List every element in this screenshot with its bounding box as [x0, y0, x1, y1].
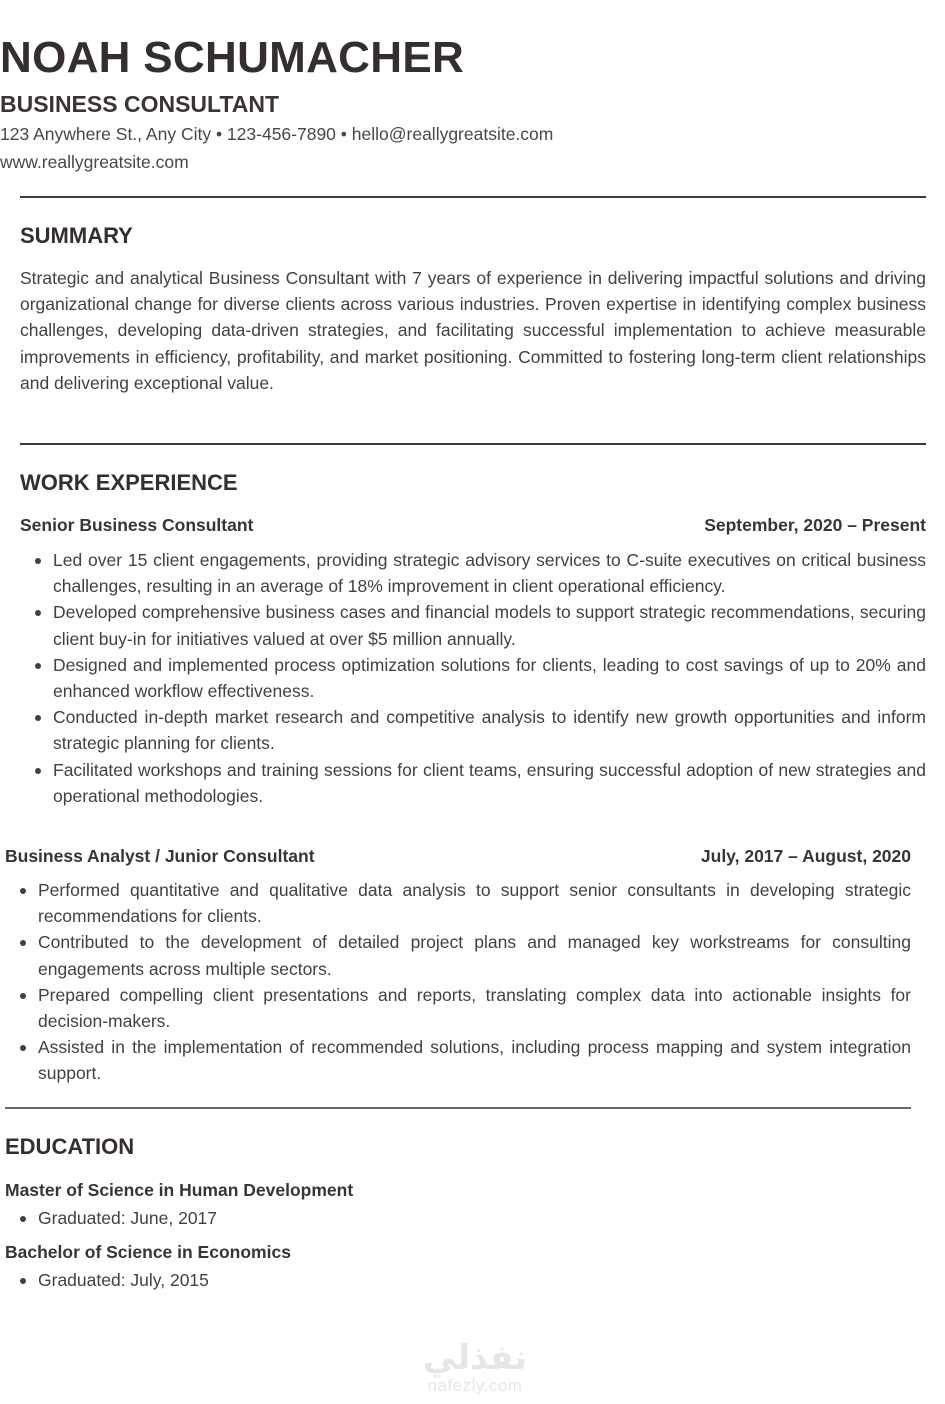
divider-experience: [5, 1107, 911, 1109]
job-bullets: [5, 877, 911, 1087]
list-item: Graduated: June, 2017: [5, 1205, 605, 1231]
job-header: [5, 844, 911, 868]
bullet-icon: [20, 888, 26, 894]
summary-heading: SUMMARY: [20, 223, 133, 248]
bullet-icon: [20, 940, 26, 946]
education-heading: EDUCATION: [5, 1134, 135, 1159]
job-dates: July, 2017 – August, 2020: [700, 846, 911, 866]
education-details: [5, 1205, 605, 1231]
summary-text: Strategic and analytical Business Consultant with 7 years of experience in delivering impactful solutions and driving organizational change for diverse clients across various industries. Proven expertise in identifying complex business challenges, developing data-driven strategies, and facilitating successful implementation to achieve measurable improvements in efficiency, profitability, and market positioning. Committed to fostering long-term client relationships and delivering exceptional value.: [20, 268, 926, 393]
divider-summary: [20, 443, 926, 445]
job-title: Senior Business Consultant: [20, 515, 254, 535]
bullet-icon: [20, 1216, 26, 1222]
list-item: Designed and implemented process optimization solutions for clients, leading to cost savings of up to 20% and enhanced workflow effectiveness.: [20, 652, 926, 704]
bullet-icon: [20, 1045, 26, 1051]
bullet-icon: [35, 663, 41, 669]
list-item: Graduated: July, 2015: [5, 1267, 605, 1293]
list-item: Assisted in the implementation of recommended solutions, including process mapping and system integration support.: [5, 1034, 911, 1086]
watermark-latin: nafezly.com: [427, 1376, 523, 1395]
job-title: Business Analyst / Junior Consultant: [5, 846, 315, 866]
education-details: [5, 1267, 605, 1293]
bullet-icon: [20, 1278, 26, 1284]
list-item: Developed comprehensive business cases and financial models to support strategic recommendations, securing client buy-in for initiatives valued at over $5 million annually.: [20, 599, 926, 651]
list-item: Facilitated workshops and training sessions for client teams, ensuring successful adoption of new strategies and operational methodologies.: [20, 757, 926, 809]
education-degree: Master of Science in Human Development: [5, 1180, 354, 1200]
bullet-icon: [35, 610, 41, 616]
education-degree: Bachelor of Science in Economics: [5, 1242, 291, 1262]
bullet-icon: [35, 558, 41, 564]
contact-line: 123 Anywhere St., Any City • 123-456-7890 • hello@reallygreatsite.com: [0, 124, 554, 144]
bullet-icon: [20, 993, 26, 999]
job-dates: September, 2020 – Present: [704, 515, 926, 535]
list-item: Prepared compelling client presentations and reports, translating complex data into actionable insights for decision-makers.: [5, 982, 911, 1034]
job-bullets: [20, 547, 926, 809]
list-item: Conducted in-depth market research and competitive analysis to identify new growth opportunities and inform strategic planning for clients.: [20, 704, 926, 756]
work-experience-heading: WORK EXPERIENCE: [20, 470, 238, 495]
divider-header: [20, 196, 926, 198]
resume-name: NOAH SCHUMACHER: [0, 33, 465, 82]
bullet-icon: [35, 715, 41, 721]
watermark-arabic: نفذلي: [422, 1339, 528, 1377]
bullet-icon: [35, 768, 41, 774]
list-item: Led over 15 client engagements, providing strategic advisory services to C-suite executives on critical business challenges, resulting in an average of 18% improvement in client operational efficiency.: [20, 547, 926, 599]
watermark-logo: [380, 1340, 570, 1396]
resume-job-title: BUSINESS CONSULTANT: [0, 91, 279, 117]
list-item: Contributed to the development of detailed project plans and managed key workstreams for consulting engagements across multiple sectors.: [5, 929, 911, 981]
website-link[interactable]: www.reallygreatsite.com: [0, 152, 189, 172]
job-header: [20, 513, 926, 537]
list-item: Performed quantitative and qualitative data analysis to support senior consultants in developing strategic recommendations for clients.: [5, 877, 911, 929]
